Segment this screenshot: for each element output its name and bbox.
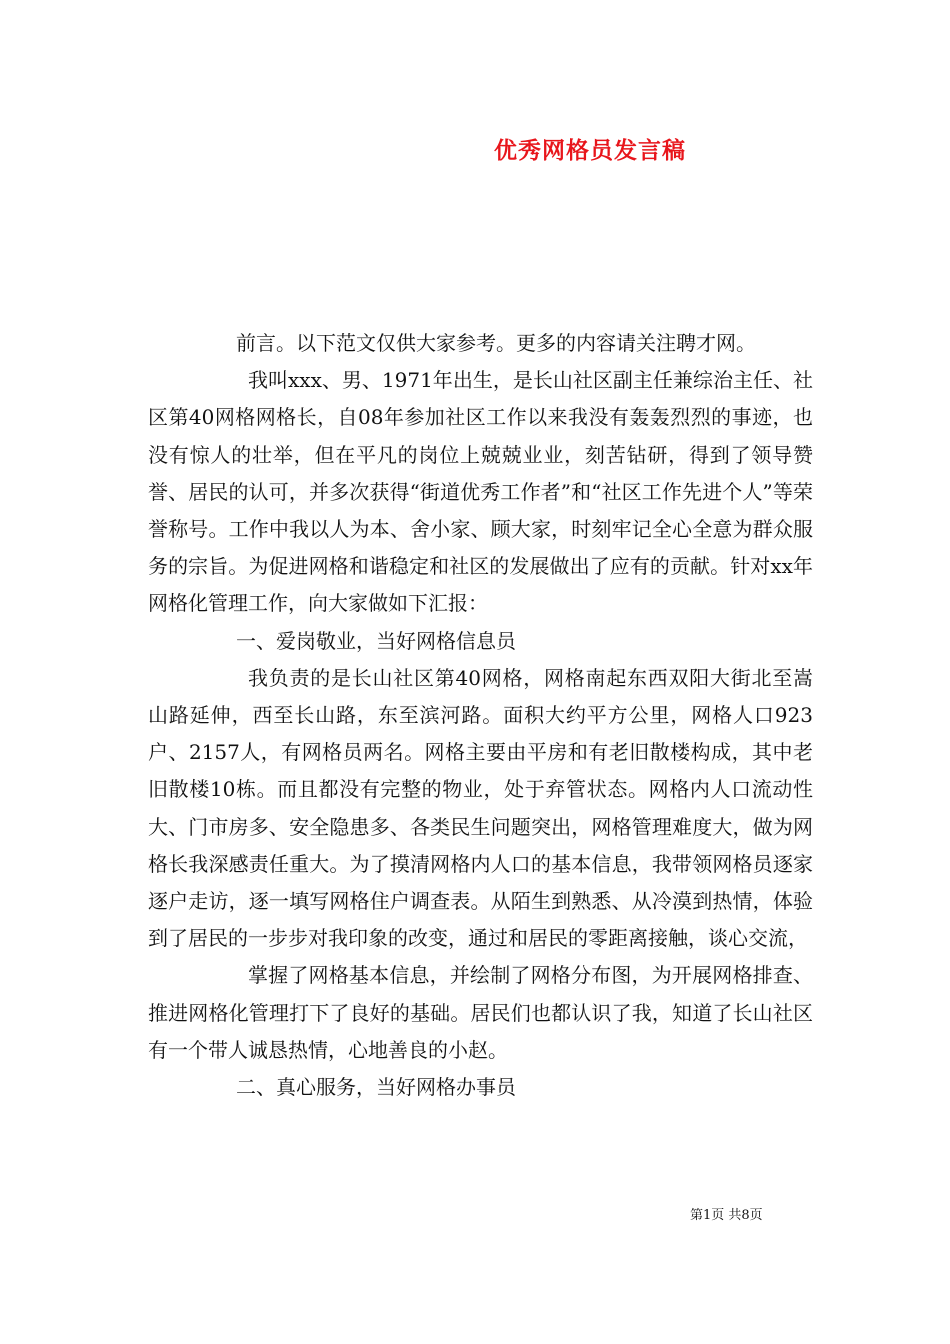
intro-paragraph: 我叫xxx、男、1971年出生，是长山社区副主任兼综治主任、社区第40网格网格长，自08年参加社区工作以来我没有轰轰烈烈的事迹，也没有惊人的壮举，但在平凡的岗位上兢兢业业，刻苦钻研，得到了领导赞誉、居民的认可，并多次获得“街道优秀工作者”和“社区工作先进个人”等荣誉称号。工作中我以人为本、舍小家、顾大家，时刻牢记全心全意为群众服务的宗旨。为促进网格和谐稳定和社区的发展做出了应有的贡献。针对xx年网格化管理工作，向大家做如下汇报：: [148, 368, 813, 616]
preface-paragraph: 前言。以下范文仅供大家参考。更多的内容请关注聘才网。: [236, 331, 756, 355]
section-heading-1: 一、爱岗敬业，当好网格信息员: [236, 628, 516, 653]
section-1-paragraph-continued: 掌握了网格基本信息，并绘制了网格分布图，为开展网格排查、推进网格化管理打下了良好的基础。居民们也都认识了我，知道了长山社区有一个带人诚恳热情，心地善良的小赵。: [148, 963, 813, 1062]
section-heading-2: 二、真心服务，当好网格办事员: [236, 1075, 516, 1100]
document-body: [148, 325, 813, 1106]
document-title: 优秀网格员发言稿: [494, 137, 686, 164]
page-number: 第1页 共8页: [690, 1208, 763, 1223]
section-1-paragraph: 我负责的是长山社区第40网格，网格南起东西双阳大街北至嵩山路延伸，西至长山路，东至滨河路。面积大约平方公里，网格人口923户、2157人，有网格员两名。网格主要由平房和有老旧散楼构成，其中老旧散楼10栋。而且都没有完整的物业，处于弃管状态。网格内人口流动性大、门市房多、安全隐患多、各类民生问题突出，网格管理难度大，做为网格长我深感责任重大。为了摸清网格内人口的基本信息，我带领网格员逐家逐户走访，逐一填写网格住户调查表。从陌生到熟悉、从冷漠到热情，体验到了居民的一步步对我印象的改变，通过和居民的零距离接触，谈心交流，: [148, 665, 813, 951]
